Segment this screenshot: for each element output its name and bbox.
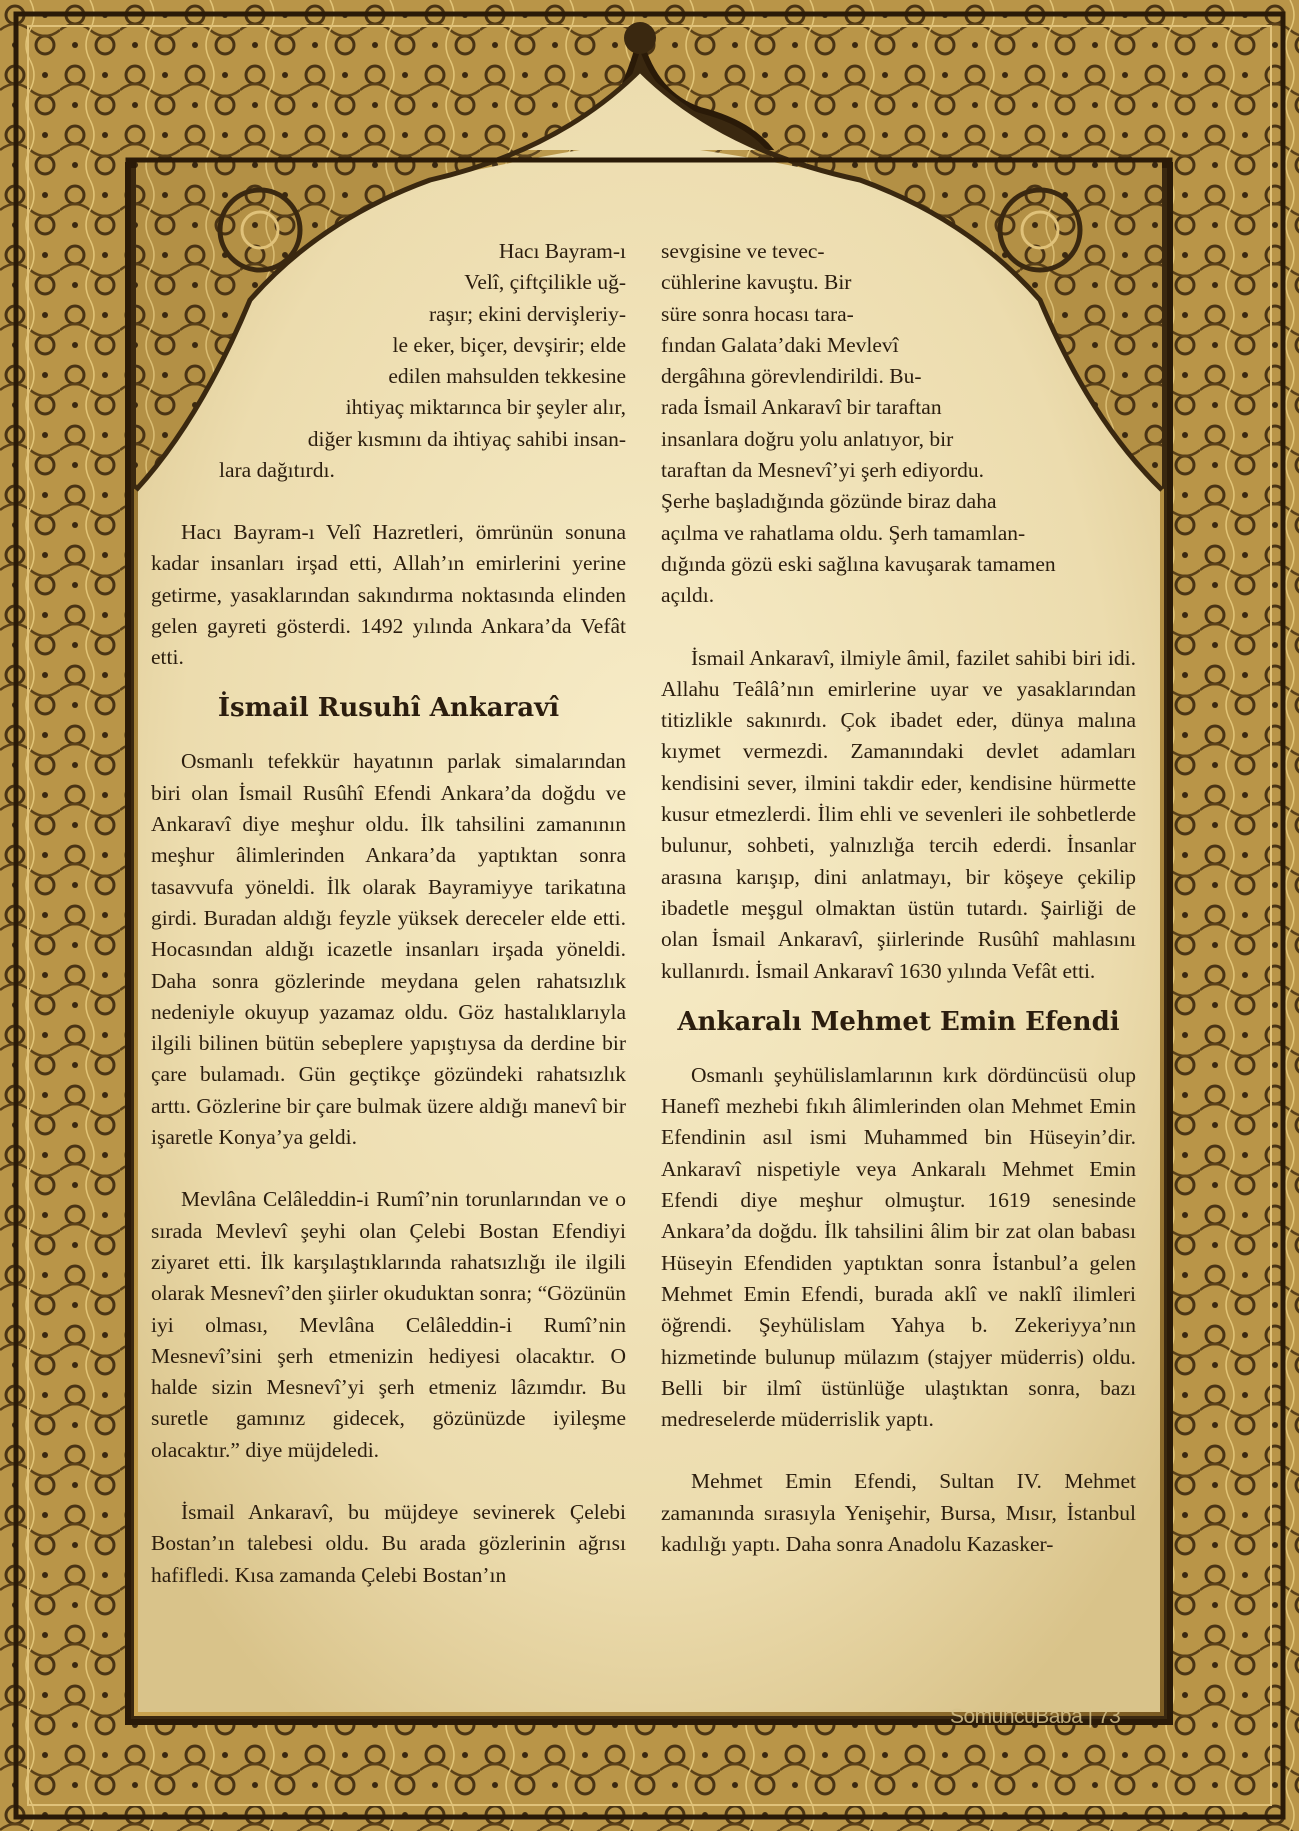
section-heading: İsmail Rusuhî Ankaravî <box>217 693 560 724</box>
paragraph: Osmanlı şeyhülislamlarının kırk dördüncüsü olup Hanefî mezhebi fıkıh âlimlerinden olan Mehmet Emin Efendinin asıl ismi Muhammed bin Hüseyin’dir. Ankaravî nispetiyle veya Ankaralı Mehmet Emin Efendi diye meşhur olmuştur. 1619 senesinde Ankara’da doğdu. İlk tahsilini âlim bir zat olan babası Hüseyin Efendiden yaptıktan sonra İstanbul’a gelen Mehmet Emin Efendi, burada aklî ve naklî ilimleri öğrendi. Şeyhülislam Yahya b. Zekeriyya’nın hizmetinde bulunup mülazım (stajyer müderris) oldu. Belli bir ilmî üstünlüğe ulaştıktan sonra, bazı medreselerde müderrislik yaptı. <box>661 1062 1136 1432</box>
intro-line: açılma ve rahatlama oldu. Şerh tamamlan- <box>661 520 1026 545</box>
intro-line: fından Galata’daki Mevlevî <box>661 332 899 357</box>
paragraph: Hacı Bayram-ı Velî Hazretleri, ömrünün sonuna kadar insanları irşad etti, Allah’ın emirlerini yerine getirme, yasaklarından sakındırma noktasında elinden gelen gayreti gösterdi. 1492 yılında Ankara’da Vefât etti. <box>151 520 626 670</box>
paragraph: Mehmet Emin Efendi, Sultan IV. Mehmet zamanında sırasıyla Yenişehir, Bursa, Mısır, İstanbul kadılığı yaptı. Daha sonra Anadolu Kazasker- <box>661 1469 1136 1556</box>
article-body <box>151 236 1151 1656</box>
intro-line: edilen mahsulden tekkesine <box>388 364 626 389</box>
page-number: 73 <box>1097 1705 1121 1728</box>
intro-line: insanlara doğru yolu anlatıyor, bir <box>661 426 954 451</box>
section-heading: Ankaralı Mehmet Emin Efendi <box>677 1006 1120 1037</box>
intro-line: rada İsmail Ankaravî bir taraftan <box>661 395 942 420</box>
right-intro <box>661 236 1136 612</box>
left-column <box>151 236 626 1591</box>
intro-line: dergâhına görevlendirildi. Bu- <box>661 364 922 389</box>
intro-line: açıldı. <box>661 583 715 608</box>
paragraph: İsmail Ankaravî, bu müjdeye sevinerek Çelebi Bostan’ın talebesi oldu. Bu arada gözlerinin ağrısı hafifledi. Kısa zamanda Çelebi Bostan’ın <box>151 1500 626 1587</box>
left-intro <box>151 236 626 486</box>
intro-line: Şerhe başladığında gözünde biraz daha <box>661 489 997 514</box>
intro-line: sevgisine ve tevec- <box>661 239 825 263</box>
intro-line: dığında gözü eski sağlına kavuşarak tamamen <box>661 551 1056 576</box>
intro-line: Hacı Bayram-ı <box>498 239 626 263</box>
paragraph: İsmail Ankaravî, ilmiyle âmil, fazilet sahibi biri idi. Allahu Teâlâ’nın emirlerine uyar ve yasaklarından titizlikle sakınırdı. Çok ibadet eder, dünya malına kıymet vermezdi. Zamanındaki devlet adamları kendisini sever, ilmini takdir eder, kendisine hürmette kusur etmezlerdi. İlim ehli ve sevenleri ile sohbetlerde bulunur, sohbeti, yalnızlığa tercih ederdi. İnsanlar arasına karışıp, dini anlatmayı, bir köşeye çekilip ibadetle meşgul olmaktan üstün tutardı. Şairliği de olan İsmail Ankaravî, şiirlerinde Rusûhî mahlasını kullanırdı. İsmail Ankaravî 1630 yılında Vefât etti. <box>661 645 1136 983</box>
intro-line: cühlerine kavuştu. Bir <box>661 270 852 295</box>
magazine-name: SomuncuBaba <box>950 1705 1083 1728</box>
intro-line: taraftan da Mesnevî’yi şerh ediyordu. <box>661 458 984 483</box>
intro-line: raşır; ekini dervişleriy- <box>428 301 626 326</box>
paragraph: Osmanlı tefekkür hayatının parlak simalarından biri olan İsmail Rusûhî Efendi Ankara’da doğdu ve Ankaravî diye meşhur oldu. İlk tahsilini zamanının meşhur âlimlerinden Ankara’da yaptıktan sonra tasavvufa yöneldi. İlk olarak Bayramiyye tarikatına girdi. Buradan aldığı feyzle yüksek dereceler elde etti. Hocasından aldığı icazetle insanları irşada yöneldi. Daha sonra gözlerinde meydana gelen rahatsızlık nedeniyle okuyup yazamaz oldu. Göz hastalıklarıyla ilgili bilinen bütün sebeplere yapıştıysa da derdine bir çare bulamadı. Gün geçtikçe gözündeki rahatsızlık arttı. Gözlerine bir çare bulmak üzere aldığı manevî bir işaretle Konya’ya geldi. <box>151 749 626 1150</box>
intro-line: le eker, biçer, devşirir; elde <box>392 332 626 357</box>
paragraph: Mevlâna Celâleddin-i Rumî’nin torunlarından ve o sırada Mevlevî şeyhi olan Çelebi Bostan Efendiyi ziyaret etti. İlk karşılaştıklarında rahatsızlığı ile ilgili olarak Mesnevî’den şiirler okuduktan sonra; “Gözünün iyi olması, Mevlâna Celâleddin-i Rumî’nin Mesnevî’sini şerh etmenizin hediyesi olacaktır. O halde sizin Mesnevî’yi şerh etmeniz lâzımdır. Bu suretle gamınız gidecek, gözünüzde iyileşme olacaktır.” diye müjdeledi. <box>151 1187 626 1462</box>
intro-line: ihtiyaç miktarınca bir şeyler alır, <box>345 395 626 420</box>
page-footer <box>950 1705 1135 1729</box>
intro-line: diğer kısmını da ihtiyaç sahibi insan- <box>307 426 626 451</box>
right-column <box>661 236 1136 1560</box>
footer-separator: | <box>1087 1705 1093 1728</box>
intro-line: Velî, çiftçilikle uğ- <box>464 270 626 295</box>
intro-line: süre sonra hocası tara- <box>661 301 854 326</box>
intro-line: lara dağıtırdı. <box>219 458 335 483</box>
